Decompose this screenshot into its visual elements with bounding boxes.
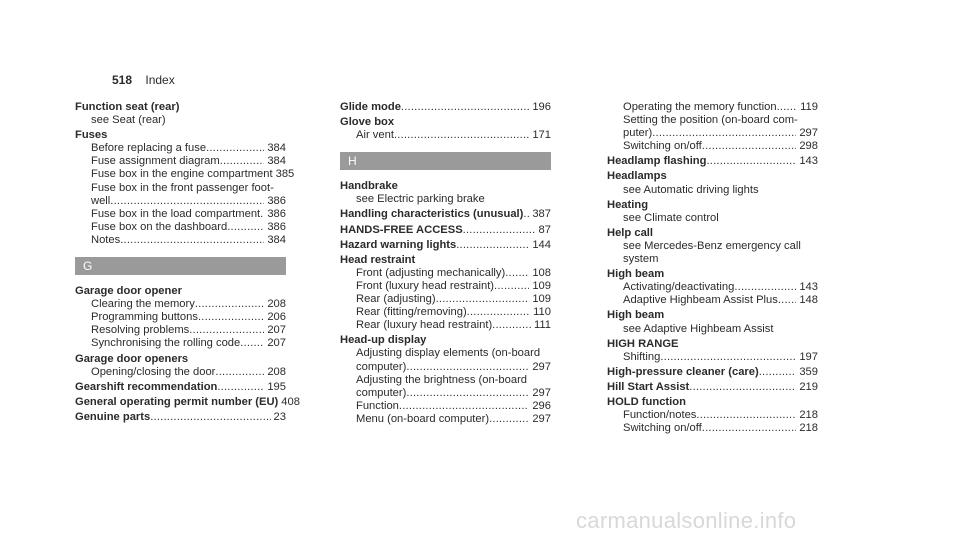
- sub-entry[interactable]: Front (adjusting mechanically) ..... 108: [340, 267, 551, 280]
- entry-heading: High beam: [607, 268, 665, 281]
- sub-entry[interactable]: Rear (adjusting) ..... 109: [340, 293, 551, 306]
- entry-heading: Glove box: [340, 116, 395, 129]
- sub-entry[interactable]: Fuse assignment diagram ..... 384: [75, 155, 286, 168]
- index-entry: [607, 396, 818, 435]
- sub-entry[interactable]: computer) ..... 297: [340, 361, 551, 374]
- entry-heading: Fuses: [75, 129, 108, 142]
- entry-heading: Head-up display: [340, 334, 427, 347]
- index-entry-continued: [607, 101, 818, 153]
- index-entry[interactable]: HANDS-FREE ACCESS ..... 87: [340, 224, 551, 237]
- page-number: 518: [112, 73, 133, 87]
- index-entry: [607, 309, 818, 335]
- index-entry[interactable]: Gearshift recommendation ..... 195: [75, 381, 286, 394]
- sub-entry[interactable]: Switching on/off ..... 218: [607, 422, 818, 435]
- entry-heading: Garage door openers: [75, 352, 189, 365]
- sub-entry-wrap: Setting the position (on-board com-: [623, 114, 798, 127]
- entry-reference: see Climate control: [623, 211, 719, 224]
- sub-entry[interactable]: Air vent ..... 171: [340, 129, 551, 142]
- index-entry: [607, 268, 818, 307]
- sub-entry-wrap: Adjusting display elements (on-board: [356, 347, 541, 360]
- sub-entry[interactable]: Programming buttons ..... 206: [75, 311, 286, 324]
- index-entry: [607, 338, 818, 364]
- sub-entry[interactable]: Switching on/off ..... 298: [607, 140, 818, 153]
- index-entry: [340, 116, 551, 142]
- sub-entry[interactable]: Clearing the memory ..... 208: [75, 298, 286, 311]
- index-entry: [75, 285, 286, 350]
- index-entry: [607, 170, 818, 196]
- entry-heading: HOLD function: [607, 395, 686, 408]
- index-entry: [75, 353, 286, 379]
- index-column-3: [607, 101, 818, 437]
- entry-heading: Handbrake: [340, 180, 398, 193]
- index-entry[interactable]: Genuine parts ..... 23: [75, 411, 286, 424]
- sub-entry[interactable]: Fuse box on the dashboard ..... 386: [75, 221, 286, 234]
- index-entry: [607, 227, 818, 266]
- section-title: Index: [145, 73, 175, 87]
- sub-entry[interactable]: Front (luxury head restraint) ..... 109: [340, 280, 551, 293]
- sub-entry[interactable]: Resolving problems ..... 207: [75, 324, 286, 337]
- watermark: carmanualsonline.info: [576, 508, 797, 533]
- entry-reference: see Mercedes-Benz emergency call system: [623, 239, 801, 266]
- index-entry[interactable]: Headlamp flashing ..... 143: [607, 155, 818, 168]
- entry-reference: see Automatic driving lights: [623, 183, 759, 196]
- entry-heading: Help call: [607, 226, 654, 239]
- sub-entry[interactable]: Function ..... 296: [340, 400, 551, 413]
- sub-entry[interactable]: Fuse box in the load compartment ..... 386: [75, 208, 286, 221]
- sub-entry[interactable]: Operating the memory function ..... 119: [607, 101, 818, 114]
- page-header: [112, 73, 175, 87]
- entry-heading: Function seat (rear): [75, 101, 180, 113]
- sub-entry[interactable]: Rear (luxury head restraint) ..... 111: [340, 319, 551, 332]
- sub-entry[interactable]: Opening/closing the door ..... 208: [75, 366, 286, 379]
- index-entry[interactable]: Hazard warning lights ..... 144: [340, 239, 551, 252]
- entry-heading: Heating: [607, 198, 649, 211]
- sub-entry[interactable]: puter) ..... 297: [607, 127, 818, 140]
- entry-reference: see Electric parking brake: [356, 193, 485, 206]
- sub-entry[interactable]: Synchronising the rolling code ..... 207: [75, 337, 286, 350]
- sub-entry[interactable]: Rear (fitting/removing) ..... 110: [340, 306, 551, 319]
- entry-reference: see Adaptive Highbeam Assist: [623, 322, 774, 335]
- entry-heading: Headlamps: [607, 170, 667, 183]
- index-entry: [340, 334, 551, 426]
- entry-heading: High beam: [607, 309, 665, 322]
- index-entry[interactable]: High-pressure cleaner (care) ..... 359: [607, 366, 818, 379]
- sub-entry[interactable]: Activating/deactivating ..... 143: [607, 281, 818, 294]
- sub-entry[interactable]: Fuse box in the engine compartment 385: [91, 168, 295, 181]
- sub-entry[interactable]: Function/notes ..... 218: [607, 409, 818, 422]
- sub-entry[interactable]: computer) ..... 297: [340, 387, 551, 400]
- sub-entry[interactable]: Menu (on-board computer) ..... 297: [340, 413, 551, 426]
- entry-heading: Garage door opener: [75, 285, 182, 298]
- index-entry[interactable]: Handling characteristics (unusual) ..... 387: [340, 208, 551, 221]
- sub-entry-wrap: Adjusting the brightness (on-board: [356, 373, 528, 386]
- index-entry[interactable]: Glide mode ..... 196: [340, 101, 551, 114]
- sub-entry[interactable]: Shifting ..... 197: [607, 351, 818, 364]
- sub-entry-wrap: Fuse box in the front passenger foot-: [91, 181, 274, 194]
- sub-entry[interactable]: Notes ..... 384: [75, 234, 286, 247]
- letter-divider: H: [340, 152, 551, 170]
- index-column-2: [340, 101, 551, 428]
- index-entry: [75, 101, 286, 127]
- entry-heading: HIGH RANGE: [607, 337, 679, 350]
- sub-entry[interactable]: Adaptive Highbeam Assist Plus ..... 148: [607, 294, 818, 307]
- sub-entry[interactable]: well ..... 386: [75, 195, 286, 208]
- sub-entry[interactable]: Before replacing a fuse ..... 384: [75, 142, 286, 155]
- index-entry: [340, 180, 551, 206]
- index-entry: [340, 254, 551, 333]
- index-entry: [607, 199, 818, 225]
- index-entry[interactable]: General operating permit number (EU) 408: [75, 395, 300, 408]
- entry-heading: Head restraint: [340, 253, 416, 266]
- letter-divider: G: [75, 257, 286, 275]
- index-entry[interactable]: Hill Start Assist ..... 219: [607, 381, 818, 394]
- index-entry: [75, 129, 295, 247]
- entry-reference: see Seat (rear): [91, 114, 166, 127]
- index-column-1: [75, 101, 300, 426]
